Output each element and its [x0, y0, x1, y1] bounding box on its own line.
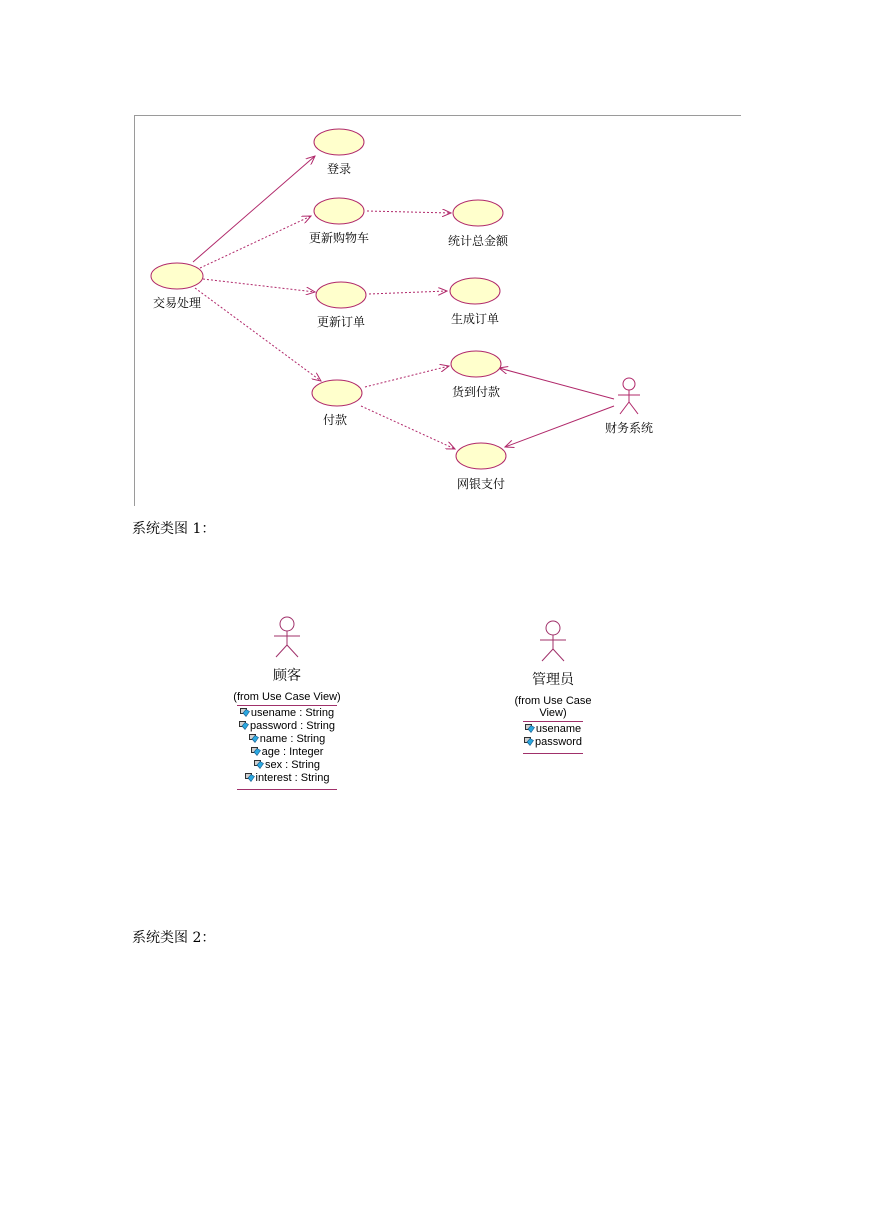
attribute-icon [239, 721, 249, 730]
label-login: 登录 [326, 162, 352, 176]
attribute-text: name : String [259, 733, 326, 745]
attribute-text: password [534, 736, 583, 748]
use-case-online-banking [456, 443, 506, 469]
attribute-icon [251, 747, 261, 756]
class-name: 顾客 [273, 667, 301, 683]
attribute-item [233, 733, 341, 746]
class-from-label: (from Use Case View) [233, 691, 341, 703]
dep-payment-cod [365, 366, 449, 387]
attribute-icon [525, 724, 535, 733]
attribute-item [233, 720, 341, 733]
attribute-text: sex : String [264, 759, 321, 771]
attribute-text: usename : String [250, 707, 335, 719]
label-trade-processing: 交易处理 [152, 296, 202, 310]
divider [523, 753, 583, 754]
assoc-finance-cod [499, 368, 614, 399]
attribute-item [233, 707, 341, 720]
assoc-finance-online [505, 406, 614, 447]
class-from-label: (from Use Case View) [514, 695, 592, 719]
attribute-icon [245, 773, 255, 782]
attribute-icon [524, 737, 534, 746]
actor-finance-system-figure [618, 378, 640, 414]
attribute-text: interest : String [255, 772, 330, 784]
caption-class-diagram-1: 系统类图 1： [132, 521, 216, 537]
attribute-item [500, 736, 606, 749]
attribute-list [500, 722, 606, 751]
dep-trade-update-order [203, 279, 315, 292]
attribute-text: usename [535, 723, 582, 735]
class-admin [500, 620, 606, 754]
actor-icon [538, 620, 568, 662]
attribute-icon [249, 734, 259, 743]
use-case-update-cart [314, 198, 364, 224]
attribute-item [233, 772, 341, 785]
attribute-icon [240, 708, 250, 717]
dep-trade-payment [195, 288, 321, 381]
class-name: 管理员 [532, 671, 574, 687]
label-finance-system: 财务系统 [604, 421, 654, 435]
label-generate-order: 生成订单 [450, 312, 500, 326]
attribute-icon [254, 760, 264, 769]
label-cod: 货到付款 [451, 385, 501, 399]
label-total-amount: 统计总金额 [447, 234, 509, 248]
use-case-canvas [135, 116, 741, 506]
dep-update-cart-total [367, 211, 451, 213]
label-payment: 付款 [322, 413, 348, 427]
use-case-login [314, 129, 364, 155]
attribute-item [233, 759, 341, 772]
attribute-list [233, 706, 341, 787]
attribute-text: password : String [250, 720, 335, 732]
attribute-text: age : Integer [261, 746, 324, 758]
use-case-cod [451, 351, 501, 377]
attribute-item [233, 746, 341, 759]
caption-class-diagram-2: 系统类图 2： [132, 930, 216, 946]
dep-payment-online [361, 406, 455, 449]
class-customer [233, 616, 341, 790]
divider [237, 789, 337, 790]
use-case-generate-order [450, 278, 500, 304]
label-update-cart: 更新购物车 [308, 231, 370, 245]
use-case-payment [312, 380, 362, 406]
actor-trade-processing-ellipse [151, 263, 203, 289]
attribute-item [500, 723, 606, 736]
label-online-banking: 网银支付 [456, 477, 506, 491]
use-case-diagram [134, 115, 741, 506]
assoc-trade-login [193, 156, 315, 262]
actor-icon [272, 616, 302, 658]
use-case-update-order [316, 282, 366, 308]
use-case-total-amount [453, 200, 503, 226]
label-update-order: 更新订单 [316, 315, 366, 329]
dep-update-order-generate [369, 291, 447, 294]
